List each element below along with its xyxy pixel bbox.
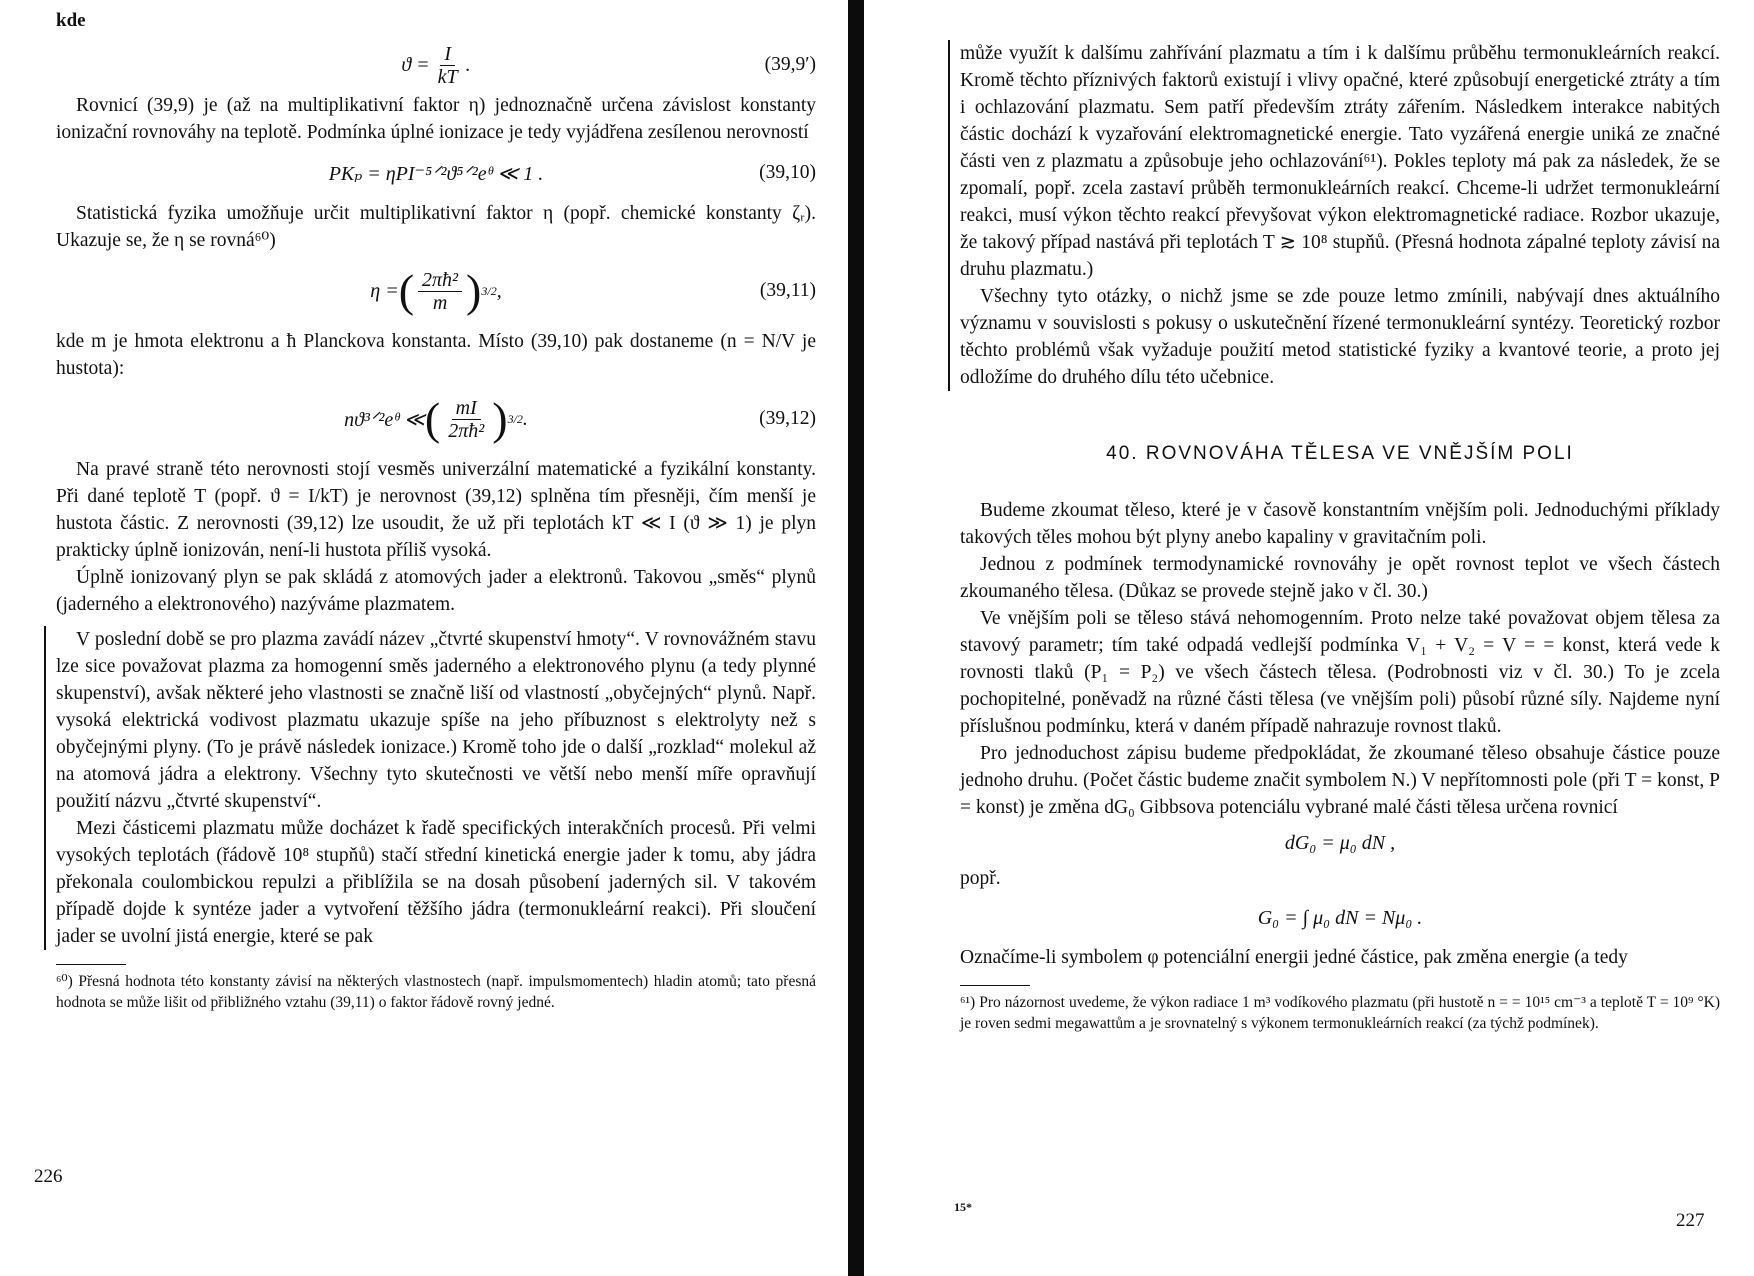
footnote-rule [56, 964, 126, 965]
equation-dg0 [960, 821, 1720, 865]
equation-number: (39,9′) [764, 54, 816, 75]
section-heading: 40. ROVNOVÁHA TĚLESA VE VNĚJŠÍM POLI [1106, 443, 1574, 464]
left-text-column [56, 10, 816, 1013]
signature-mark: 15* [954, 1200, 972, 1214]
fraction-numerator: 2πħ² [418, 269, 462, 292]
equation-number: (39,10) [759, 162, 816, 183]
right-text-column [960, 40, 1720, 1034]
page-number: 226 [34, 1166, 63, 1187]
paragraph: Jednou z podmínek termodynamické rovnováhy je opět rovnost teplot ve všech částech zkoumaného tělesa. (Důkaz se provede stejně jako v čl. 30.) [960, 554, 1720, 602]
paragraph: kde m je hmota elektronu a ħ Planckova konstanta. Místo (39,10) pak dostaneme (n = N/V je hustota): [56, 331, 816, 379]
paragraph: Rovnicí (39,9) je (až na multiplikativní faktor η) jednoznačně určena závislost konstanty ionizační rovnováhy na teplotě. Podmínka úplné ionizace je tedy vyjádřena zesílenou nerovností [56, 95, 816, 143]
equation-39-12 [56, 382, 816, 456]
eq-exponent: 3/2 [481, 283, 497, 298]
eq-lhs: ϑ = [401, 53, 430, 76]
eq-fraction [444, 397, 488, 442]
paragraph: Na pravé straně této nerovnosti stojí vesměs univerzální matematické a fyzikální konstanty. Při dané teplotě T (popř. ϑ = I/kT) je nerovnost (39,12) splněna tím přesněji, čím menší je hustota částic. Z nerovnosti (39,12) lze usoudit, že už při teplotách kT ≪ I (ϑ ≫ 1) je plyn prakticky úplně ionizován, není-li hustota příliš vysoká. [56, 459, 816, 561]
paragraph: Všechny tyto otázky, o nichž jsme se zde pouze letmo zmínili, nabývají dnes aktuálního významu v souvislosti s pokusy o uskutečnění řízené termonukleární syntézy. Teoretický rozbor těchto problémů však vyžaduje použití metod statistické fyziky a kvantové teorie, a proto jej odložíme do druhého dílu této učebnice. [960, 286, 1720, 388]
left-page [0, 0, 850, 1276]
footnote-61: ⁶¹) Pro názornost uvedeme, že výkon radiace 1 m³ vodíkového plazmatu (při hustotě n = = 10¹⁵ cm⁻³ a teplotě T = 10⁹ °K) je roven sedmi megawattům a je srovnatelný s výkonem termonukleárních reakcí (za týchž podmínek). [960, 994, 1720, 1032]
book-gutter [848, 0, 864, 1276]
page-number: 227 [1676, 1210, 1705, 1231]
eq-tail: . [522, 407, 528, 430]
eq-fraction [434, 43, 462, 88]
eq-fraction [418, 269, 462, 314]
paragraph: Ve vnějším poli se těleso stává nehomogenním. Proto nelze také považovat objem tělesa za stavový parametr; tím také odpadá vedlejší podmínka V₁ + V₂ = V = = konst, která vede k rovnosti tlaků (P₁ = P₂) ve všech částech tělesa. (Podrobnosti viz v čl. 30.) To je zcela pochopitelné, poněvadž na různé části tělesa (ve vnějším poli) působí různé síly. Najdeme nyní příslušnou podmínku, která v daném případě nahrazuje rovnost tlaků. [960, 608, 1720, 737]
equation-39-10 [56, 146, 816, 200]
eq-body: PKₚ = ηPI⁻⁵ᐟ²ϑ⁵ᐟ²eᶿ ≪ 1 . [328, 162, 544, 185]
equation-number: (39,12) [759, 408, 816, 429]
right-paren: ) [492, 393, 508, 444]
fraction-denominator: 2πħ² [448, 419, 485, 442]
equation-39-9-prime [56, 38, 816, 92]
paragraph: Statistická fyzika umožňuje určit multiplikativní faktor η (popř. chemické konstanty ζᵣ). Ukazuje se, že η se rovná⁶⁰) [56, 203, 816, 251]
eq-body: dG₀ = μ₀ dN , [1284, 831, 1396, 854]
fraction-numerator: I [440, 43, 455, 66]
eq-tail: , [496, 279, 502, 302]
left-paren: ( [424, 393, 441, 444]
kde-label: kde [56, 10, 86, 31]
paragraph: Úplně ionizovaný plyn se pak skládá z atomových jader a elektronů. Takovou „směs“ plynů (jaderného a elektronového) nazýváme plazmatem. [56, 567, 816, 615]
paragraph: Budeme zkoumat těleso, které je v časově konstantním vnějším poli. Jednoduchými příklady takových těles mohou být plyny anebo kapaliny v gravitačním poli. [960, 500, 1720, 548]
paragraph: V poslední době se pro plazma zavádí název „čtvrté skupenství hmoty“. V rovnovážném stavu lze sice považovat plazma za homogenní směs jaderného a elektronového plynu (a tedy plynné skupenství), avšak některé jeho vlastnosti se značně liší od vlastností „obyčejných“ plynů. Např. vysoká elektrická vodivost plazmatu ukazuje spíše na jeho příbuznost s elektrolyty než s obyčejnými plyny. (To je právě následek ionizace.) Kromě toho jde o další „rozklad“ molekul až na atomová jádra a elektrony. Všechny tyto skutečnosti ve větší nebo menší míře opravňují použití názvu „čtvrté skupenství“. [56, 629, 816, 812]
fraction-numerator: mI [452, 397, 481, 420]
eq-lhs: η = [370, 279, 399, 302]
right-paren: ) [466, 265, 482, 316]
marginal-bar-section [948, 40, 1720, 391]
equation-39-11 [56, 254, 816, 328]
paragraph: Označíme-li symbolem φ potenciální energii jedné částice, pak změna energie (a tedy [960, 947, 1628, 968]
eq-lhs: nϑ³ᐟ²eᶿ ≪ [344, 408, 425, 431]
equation-number: (39,11) [759, 280, 816, 301]
footnote-60: ⁶⁰) Přesná hodnota této konstanty závisí na některých vlastnostech (např. impulsmomentech) hladin atomů; tato přesná hodnota se může lišit od přibližného vztahu (39,11) o faktor řádově rovný jedné. [56, 973, 816, 1011]
right-page [864, 0, 1754, 1276]
equation-g0 [960, 892, 1720, 944]
eq-exponent: 3/2 [507, 411, 523, 426]
fraction-denominator: kT [437, 65, 458, 88]
popr-label: popř. [960, 868, 1001, 889]
left-paren: ( [398, 265, 415, 316]
marginal-bar-section [44, 626, 816, 950]
paragraph: Pro jednoduchost zápisu budeme předpokládat, že zkoumané těleso obsahuje částice pouze jednoho druhu. (Počet částic budeme značit symbolem N.) V nepřítomnosti pole (při T = konst, P = konst) je změna dG₀ Gibbsova potenciálu vybrané malé části tělesa určena rovnicí [960, 743, 1720, 818]
paragraph: Mezi částicemi plazmatu může docházet k řadě specifických interakčních procesů. Při velmi vysokých teplotách (řádově 10⁸ stupňů) stačí střední kinetická energie jader k tomu, aby jádra překonala coulombickou repulzi a přiblížila se na dosah působení jaderných sil. V takovém případě dojde k syntéze jader a vytvoření těžšího jádra (termonukleární reakci). Při sloučení jader se uvolní jistá energie, které se pak [56, 818, 816, 947]
footnote-rule [960, 985, 1030, 986]
paragraph: může využít k dalšímu zahřívání plazmatu a tím i k dalšímu průběhu termonukleárních reakcí. Kromě těchto příznivých faktorů existují i vlivy opačné, které způsobují energetické ztráty a tím i ochlazování plazmatu. Sem patří především ztráty zářením. Následkem interakce nabitých částic dochází k vyzařování elektromagnetické energie. Tato vyzářená energie uniká ze značné části ven z plazmatu a způsobuje jeho ochlazování⁶¹). Pokles teploty má pak za následek, že se zpomalí, popř. zcela zastaví průběh termonukleárních reakcí. Chceme-li udržet termonukleární reakci, musí výkon těchto reakcí převyšovat výkon elektromagnetické radiace. Rozbor ukazuje, že takový případ nastává při teplotách T ≳ 10⁸ stupňů. (Přesná hodnota zápalné teploty závisí na druhu plazmatu.) [960, 43, 1720, 280]
fraction-denominator: m [432, 291, 448, 314]
eq-body: G₀ = ∫ μ₀ dN = Nμ₀ . [1257, 906, 1423, 929]
eq-tail: . [465, 53, 471, 76]
